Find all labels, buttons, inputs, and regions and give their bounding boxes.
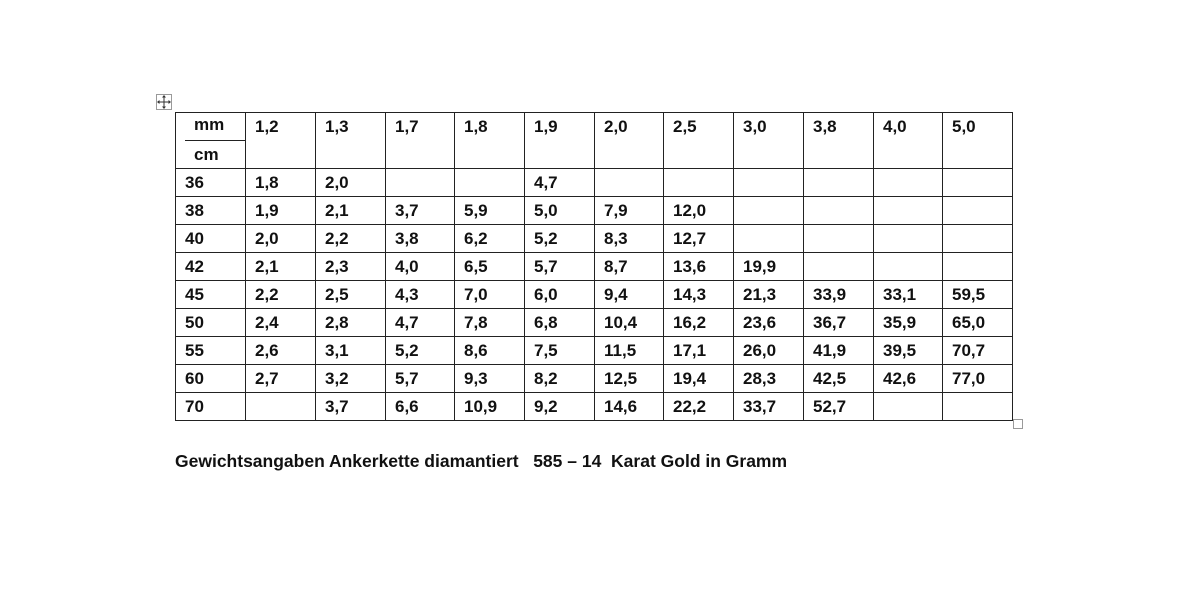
weight-cell: 5,9 [455,197,525,225]
weight-cell: 52,7 [804,393,874,421]
column-header-thickness: 1,8 [455,113,525,169]
table-row [176,281,1013,309]
weight-cell [595,169,664,197]
weight-table [175,112,1013,421]
weight-cell: 2,1 [316,197,386,225]
table-row [176,337,1013,365]
weight-cell: 70,7 [943,337,1013,365]
weight-cell: 6,8 [525,309,595,337]
weight-cell: 1,8 [246,169,316,197]
weight-cell: 5,7 [386,365,455,393]
column-header-thickness: 3,0 [734,113,804,169]
row-header-length: 42 [176,253,246,281]
weight-cell: 10,4 [595,309,664,337]
weight-cell: 77,0 [943,365,1013,393]
weight-cell: 2,2 [246,281,316,309]
weight-cell: 5,2 [525,225,595,253]
weight-cell: 7,8 [455,309,525,337]
weight-cell: 6,0 [525,281,595,309]
weight-cell [246,393,316,421]
weight-cell: 9,4 [595,281,664,309]
weight-cell: 12,0 [664,197,734,225]
weight-cell: 33,1 [874,281,943,309]
weight-cell [386,169,455,197]
column-header-thickness: 2,0 [595,113,664,169]
weight-cell: 3,7 [386,197,455,225]
weight-cell: 42,6 [874,365,943,393]
weight-cell: 3,8 [386,225,455,253]
weight-cell: 35,9 [874,309,943,337]
row-header-length: 45 [176,281,246,309]
weight-cell: 1,9 [246,197,316,225]
weight-cell: 10,9 [455,393,525,421]
weight-cell: 5,7 [525,253,595,281]
weight-cell: 23,6 [734,309,804,337]
weight-cell: 2,4 [246,309,316,337]
weight-cell: 5,0 [525,197,595,225]
weight-cell: 2,2 [316,225,386,253]
row-header-length: 55 [176,337,246,365]
weight-cell [943,225,1013,253]
table-row [176,169,1013,197]
weight-cell [664,169,734,197]
weight-cell [734,197,804,225]
weight-cell: 59,5 [943,281,1013,309]
column-header-thickness: 2,5 [664,113,734,169]
column-header-thickness: 1,7 [386,113,455,169]
table-row [176,365,1013,393]
weight-cell [874,253,943,281]
unit-label-mm: mm [194,115,225,134]
weight-cell: 9,2 [525,393,595,421]
weight-cell [734,225,804,253]
weight-cell: 21,3 [734,281,804,309]
table-row [176,253,1013,281]
weight-cell [455,169,525,197]
weight-cell: 2,3 [316,253,386,281]
row-header-length: 50 [176,309,246,337]
column-header-thickness: 1,9 [525,113,595,169]
weight-cell [804,253,874,281]
weight-cell [804,169,874,197]
weight-cell: 8,2 [525,365,595,393]
column-header-thickness: 4,0 [874,113,943,169]
weight-cell [804,197,874,225]
weight-cell: 6,6 [386,393,455,421]
weight-cell: 19,9 [734,253,804,281]
row-header-length: 60 [176,365,246,393]
weight-cell [943,169,1013,197]
corner-header-cell [176,113,246,169]
row-header-length: 70 [176,393,246,421]
weight-cell: 36,7 [804,309,874,337]
weight-cell: 33,9 [804,281,874,309]
weight-cell: 2,5 [316,281,386,309]
weight-cell: 11,5 [595,337,664,365]
weight-cell: 2,7 [246,365,316,393]
column-header-thickness: 1,3 [316,113,386,169]
unit-label-cm: cm [185,140,245,168]
weight-cell [943,253,1013,281]
weight-cell: 4,7 [386,309,455,337]
weight-cell: 4,7 [525,169,595,197]
weight-cell: 7,0 [455,281,525,309]
weight-cell [943,393,1013,421]
weight-cell: 2,8 [316,309,386,337]
weight-cell: 12,7 [664,225,734,253]
weight-cell: 65,0 [943,309,1013,337]
weight-cell: 22,2 [664,393,734,421]
row-header-length: 36 [176,169,246,197]
weight-cell: 13,6 [664,253,734,281]
weight-cell: 9,3 [455,365,525,393]
column-header-thickness: 3,8 [804,113,874,169]
table-resize-handle[interactable] [1013,419,1023,429]
weight-cell: 42,5 [804,365,874,393]
weight-cell: 6,2 [455,225,525,253]
weight-cell: 12,5 [595,365,664,393]
weight-cell [874,393,943,421]
weight-cell: 2,0 [316,169,386,197]
table-row [176,309,1013,337]
weight-cell: 4,0 [386,253,455,281]
weight-cell: 17,1 [664,337,734,365]
weight-cell: 2,0 [246,225,316,253]
weight-cell: 8,3 [595,225,664,253]
weight-cell [874,197,943,225]
weight-cell: 39,5 [874,337,943,365]
weight-cell: 28,3 [734,365,804,393]
weight-cell: 4,3 [386,281,455,309]
table-row [176,225,1013,253]
weight-cell: 3,2 [316,365,386,393]
weight-cell [734,169,804,197]
weight-cell [943,197,1013,225]
weight-cell: 6,5 [455,253,525,281]
header-row [176,113,1013,169]
table-caption: Gewichtsangaben Ankerkette diamantiert 585 – 14 Karat Gold in Gramm [175,451,788,471]
weight-cell: 3,7 [316,393,386,421]
table-row [176,393,1013,421]
weight-cell: 3,1 [316,337,386,365]
weight-cell: 8,7 [595,253,664,281]
weight-cell: 14,6 [595,393,664,421]
weight-cell [874,169,943,197]
row-header-length: 40 [176,225,246,253]
weight-cell [874,225,943,253]
weight-cell: 14,3 [664,281,734,309]
column-header-thickness: 5,0 [943,113,1013,169]
weight-cell: 33,7 [734,393,804,421]
weight-cell: 8,6 [455,337,525,365]
table-row [176,197,1013,225]
weight-cell: 41,9 [804,337,874,365]
weight-cell: 2,6 [246,337,316,365]
column-header-thickness: 1,2 [246,113,316,169]
weight-cell: 7,9 [595,197,664,225]
weight-cell: 19,4 [664,365,734,393]
weight-cell: 2,1 [246,253,316,281]
table-move-handle-icon[interactable] [156,94,172,110]
row-header-length: 38 [176,197,246,225]
weight-cell: 5,2 [386,337,455,365]
weight-cell: 7,5 [525,337,595,365]
weight-cell: 16,2 [664,309,734,337]
weight-cell [804,225,874,253]
weight-cell: 26,0 [734,337,804,365]
